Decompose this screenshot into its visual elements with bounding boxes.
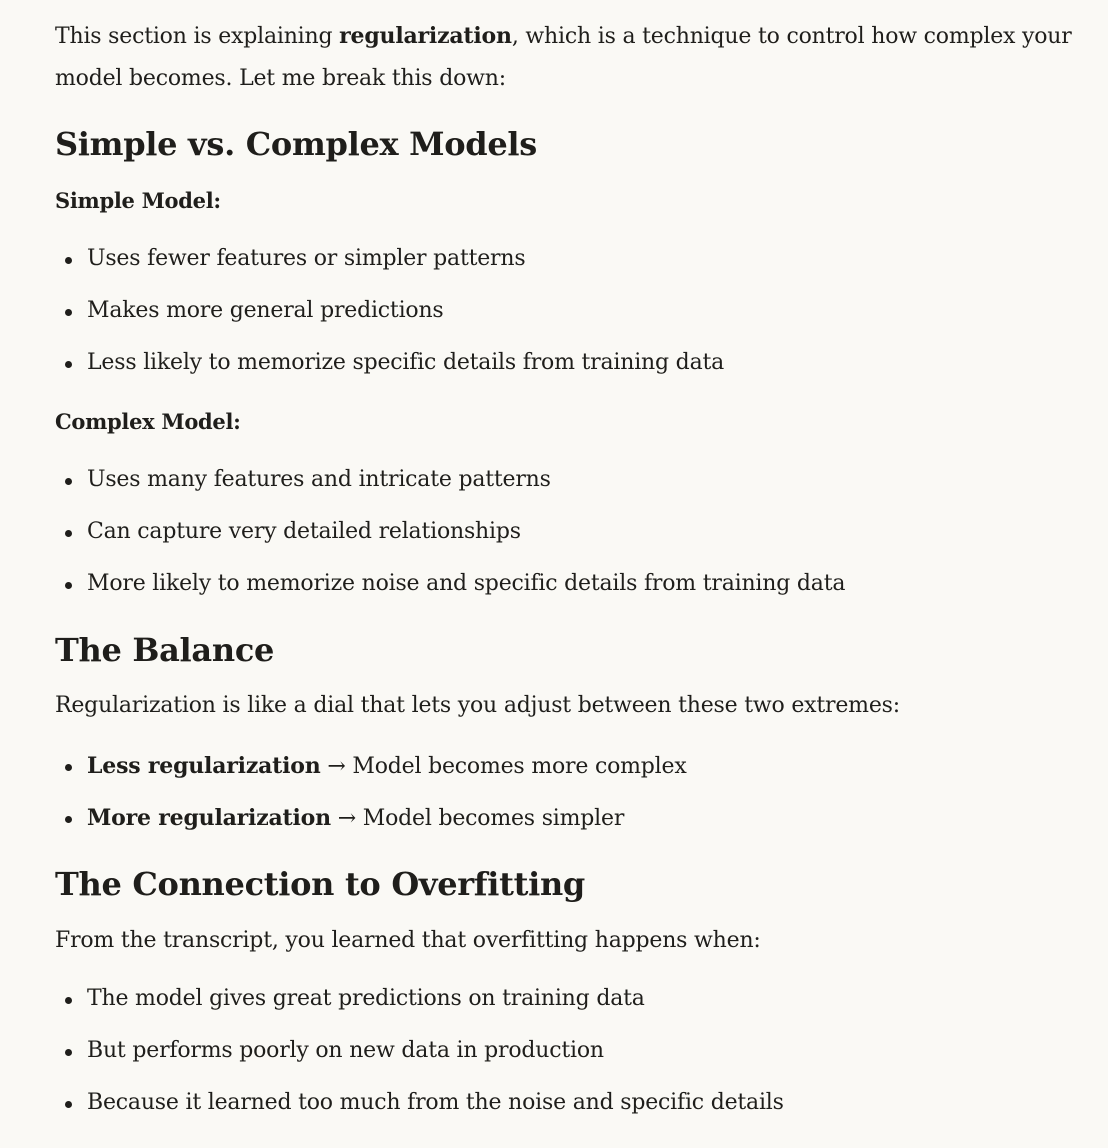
heading-simple-vs-complex: Simple vs. Complex Models xyxy=(55,125,538,163)
overfitting-paragraph: From the transcript, you learned that overfitting happens when: xyxy=(55,928,761,953)
heading-the-balance: The Balance xyxy=(55,631,275,669)
list-item: Uses many features and intricate patterns xyxy=(55,463,845,515)
list-item-bold: More regularization xyxy=(87,805,331,831)
heading-connection-to-overfitting: The Connection to Overfitting xyxy=(55,865,585,903)
label-complex-model: Complex Model: xyxy=(55,409,241,434)
intro-text-end: , which is a technique to control how complex your model becomes. Let me break this down: xyxy=(55,24,1072,91)
label-simple-model: Simple Model: xyxy=(55,188,221,213)
intro-text-start: This section is explaining xyxy=(55,24,340,49)
intro-bold-term: regularization xyxy=(339,23,512,49)
list-overfitting xyxy=(55,982,784,1138)
list-item-text: → Model becomes more complex xyxy=(320,754,687,779)
list-item: Can capture very detailed relationships xyxy=(55,515,845,567)
list-item: Makes more general predictions xyxy=(55,294,724,346)
list-item: Uses fewer features or simpler patterns xyxy=(55,242,724,294)
list-item: The model gives great predictions on training data xyxy=(55,982,784,1034)
list-simple-model xyxy=(55,242,724,398)
intro-paragraph xyxy=(55,15,1085,100)
list-item: But performs poorly on new data in production xyxy=(55,1034,784,1086)
list-item: More likely to memorize noise and specific details from training data xyxy=(55,567,845,619)
list-item-bold: Less regularization xyxy=(87,753,321,779)
list-item xyxy=(55,801,687,853)
list-item xyxy=(55,749,687,801)
list-item: Because it learned too much from the noise and specific details xyxy=(55,1086,784,1138)
list-item-text: → Model becomes simpler xyxy=(330,806,625,831)
list-complex-model xyxy=(55,463,845,619)
list-balance xyxy=(55,749,687,853)
list-item: Less likely to memorize specific details from training data xyxy=(55,346,724,398)
balance-paragraph: Regularization is like a dial that lets you adjust between these two extremes: xyxy=(55,693,900,718)
